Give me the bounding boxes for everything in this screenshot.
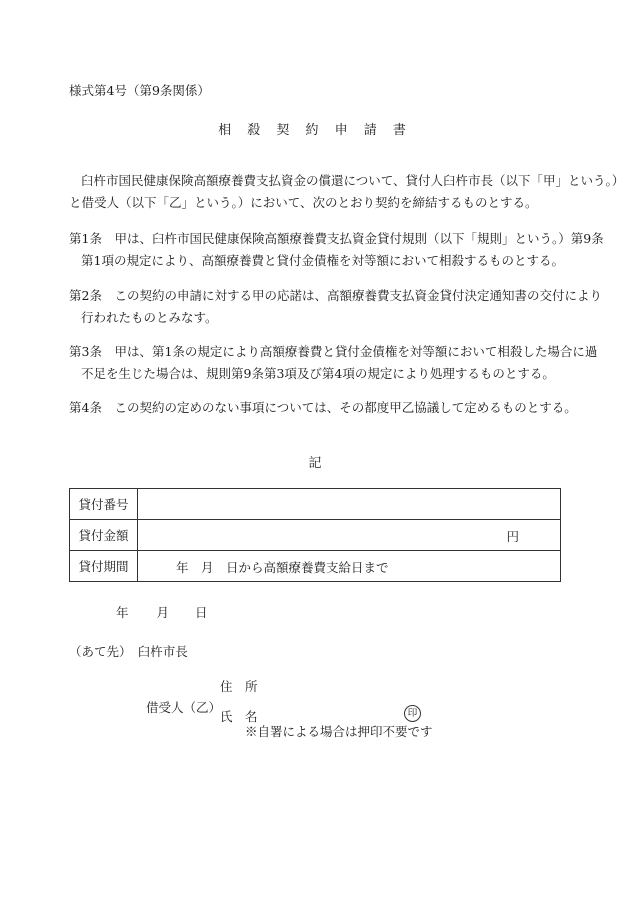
ki-heading: 記 — [308, 456, 322, 471]
intro-line: 臼杵市国民健康保険高額療養費支払資金の償還について、貸付人臼杵市長（以下「甲」という。） — [81, 173, 625, 188]
name-label: 氏 名 — [220, 709, 258, 724]
article-1 — [69, 228, 604, 272]
seal-icon: 印 — [404, 705, 421, 722]
table-row — [70, 551, 561, 582]
article-line: 不足を生じた場合は、規則第9条第3項及び第4項の規定により処理するものとする。 — [81, 366, 555, 381]
loan-period-text: 年 月 日から高額療養費支給日まで — [176, 560, 389, 575]
article-2 — [69, 285, 602, 329]
article-line: 第2条 この契約の申請に対する甲の応諾は、高額療養費支払資金貸付決定通知書の交付により — [69, 288, 602, 303]
loan-period-label: 貸付期間 — [70, 551, 138, 582]
loan-number-label: 貸付番号 — [70, 489, 138, 520]
article-3 — [69, 341, 598, 385]
article-line: 第1項の規定により、高額療養費と貸付金債権を対等額において相殺するものとする。 — [81, 253, 564, 268]
loan-info-table — [69, 488, 561, 582]
article-line: 第3条 甲は、第1条の規定により高額療養費と貸付金債権を対等額において相殺した場合に過 — [69, 344, 598, 359]
document-title: 相 殺 契 約 申 請 書 — [218, 123, 412, 138]
form-number: 様式第4号（第9条関係） — [69, 83, 210, 98]
date-year: 年 — [116, 605, 129, 620]
date-day: 日 — [195, 605, 208, 620]
loan-amount-field[interactable] — [138, 520, 561, 551]
article-line: 行われたものとみなす。 — [81, 310, 218, 325]
date-line[interactable] — [116, 603, 208, 621]
table-row — [70, 520, 561, 551]
loan-number-field[interactable] — [138, 489, 561, 520]
article-line: 第4条 この契約の定めのない事項については、その都度甲乙協議して定めるものとする。 — [69, 400, 577, 415]
article-4 — [69, 397, 577, 419]
intro-paragraph — [69, 170, 625, 214]
date-month: 月 — [156, 605, 170, 620]
article-line: 第1条 甲は、臼杵市国民健康保険高額療養費支払資金貸付規則（以下「規則」という。）第9条 — [69, 231, 604, 246]
borrower-label: 借受人（乙） — [146, 700, 222, 715]
yen-unit: 円 — [506, 529, 519, 544]
intro-line: と借受人（以下「乙」という。）において、次のとおり契約を締結するものとする。 — [69, 195, 538, 210]
addressee: （あて先） 臼杵市長 — [69, 644, 188, 659]
seal-note: ※自署による場合は押印不要です — [245, 724, 433, 739]
loan-period-field[interactable] — [138, 551, 561, 582]
loan-amount-label: 貸付金額 — [70, 520, 138, 551]
address-label: 住 所 — [220, 679, 258, 694]
table-row — [70, 489, 561, 520]
